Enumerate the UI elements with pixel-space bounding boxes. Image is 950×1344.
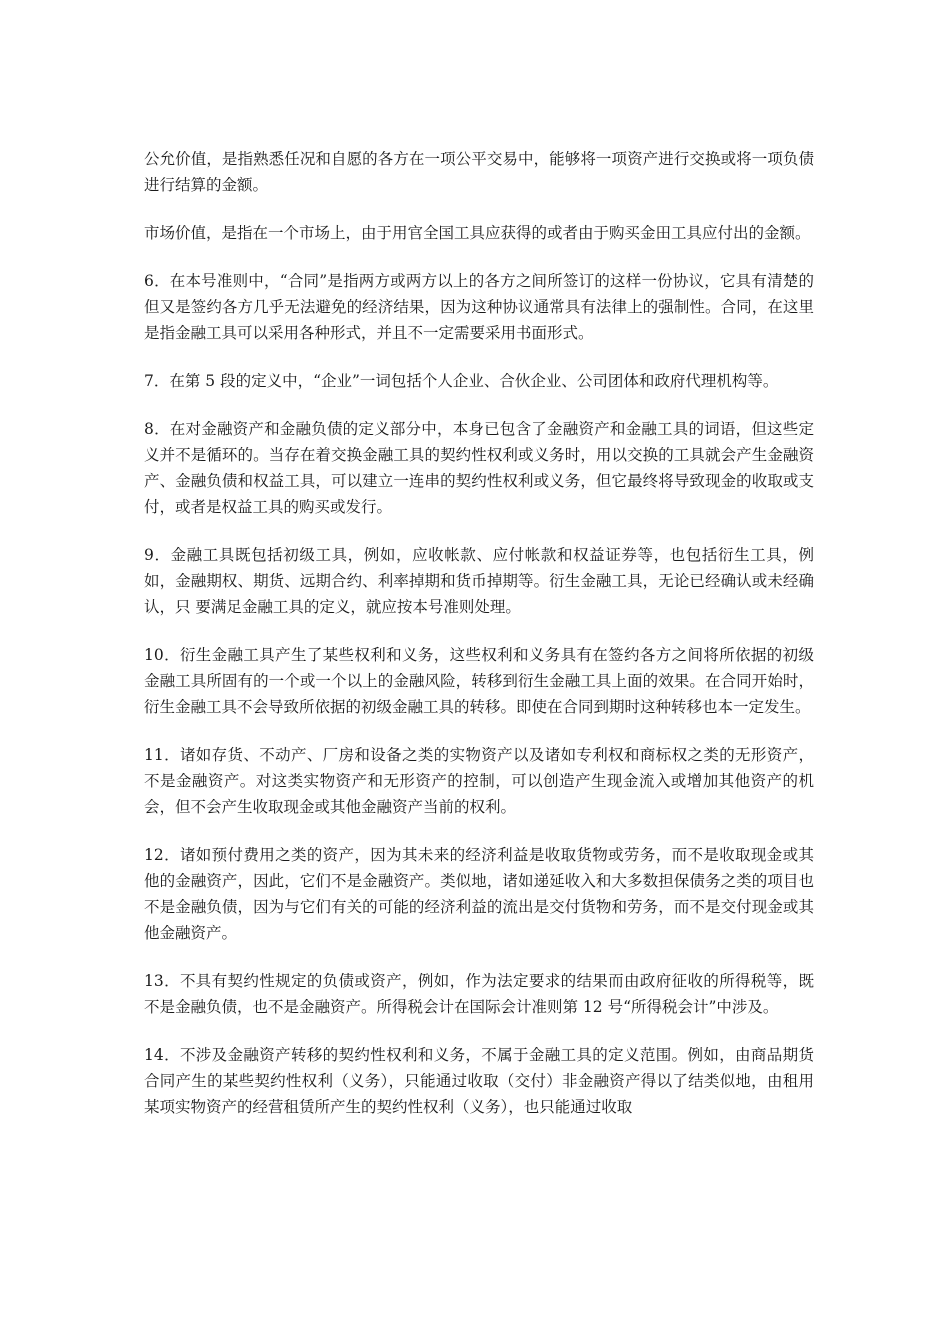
paragraph-fair-value: 公允价值，是指熟悉任况和自愿的各方在一项公平交易中，能够将一项资产进行交换或将一项负债进行结算的金额。	[144, 150, 814, 194]
paragraph-6: 6．在本号准则中，“合同”是指两方或两方以上的各方之间所签订的这样一份协议，它具有清楚的但又是签约各方几乎无法避免的经济结果，因为这种协议通常具有法律上的强制性。合同，在这里是指金融工具可以采用各种形式，并且不一定需要采用书面形式。	[144, 272, 814, 342]
paragraph-12: 12．诸如预付费用之类的资产，因为其未来的经济利益是收取货物或劳务，而不是收取现金或其他的金融资产，因此，它们不是金融资产。类似地，诸如递延收入和大多数担保债务之类的项目也不是金融负债，因为与它们有关的可能的经济利益的流出是交付货物和劳务，而不是交付现金或其他金融资产。	[144, 846, 814, 942]
paragraph-8: 8．在对金融资产和金融负债的定义部分中，本身已包含了金融资产和金融工具的词语，但这些定义并不是循环的。当存在着交换金融工具的契约性权利或义务时，用以交换的工具就会产生金融资产、金融负债和权益工具，可以建立一连串的契约性权利或义务，但它最终将导致现金的收取或支付，或者是权益工具的购买或发行。	[144, 420, 814, 516]
paragraph-market-value: 市场价值，是指在一个市场上，由于用官全国工具应获得的或者由于购买金田工具应付出的金额。	[144, 224, 811, 242]
document-body	[144, 146, 814, 1142]
paragraph-11: 11．诸如存货、不动产、厂房和设备之类的实物资产以及诸如专利权和商标权之类的无形资产，不是金融资产。对这类实物资产和无形资产的控制，可以创造产生现金流入或增加其他资产的机会，但不会产生收取现金或其他金融资产当前的权利。	[144, 746, 814, 816]
paragraph-7: 7．在第 5 段的定义中，“企业”一词包括个人企业、合伙企业、公司团体和政府代理机构等。	[144, 372, 779, 390]
paragraph-9: 9．金融工具既包括初级工具，例如，应收帐款、应付帐款和权益证券等，也包括衍生工具，例如，金融期权、期货、远期合约、利率掉期和货币掉期等。衍生金融工具，无论已经确认或未经确认，只 要满足金融工具的定义，就应按本号准则处理。	[144, 546, 814, 616]
paragraph-14: 14．不涉及金融资产转移的契约性权利和义务，不属于金融工具的定义范围。例如，由商品期货合同产生的某些契约性权利（义务），只能通过收取（交付）非金融资产得以了结类似地，由租用某项实物资产的经营租赁所产生的契约性权利（义务），也只能通过收取	[144, 1046, 814, 1116]
paragraph-10: 10．衍生金融工具产生了某些权利和义务，这些权利和义务具有在签约各方之间将所依据的初级金融工具所固有的一个或一个以上的金融风险，转移到衍生金融工具上面的效果。在合同开始时，衍生金融工具不会导致所依据的初级金融工具的转移。即使在合同到期时这种转移也本一定发生。	[144, 646, 814, 716]
paragraph-13: 13．不具有契约性规定的负债或资产，例如，作为法定要求的结果而由政府征收的所得税等，既不是金融负债，也不是金融资产。所得税会计在国际会计准则第 12 号“所得税会计”中涉及。	[144, 972, 814, 1016]
